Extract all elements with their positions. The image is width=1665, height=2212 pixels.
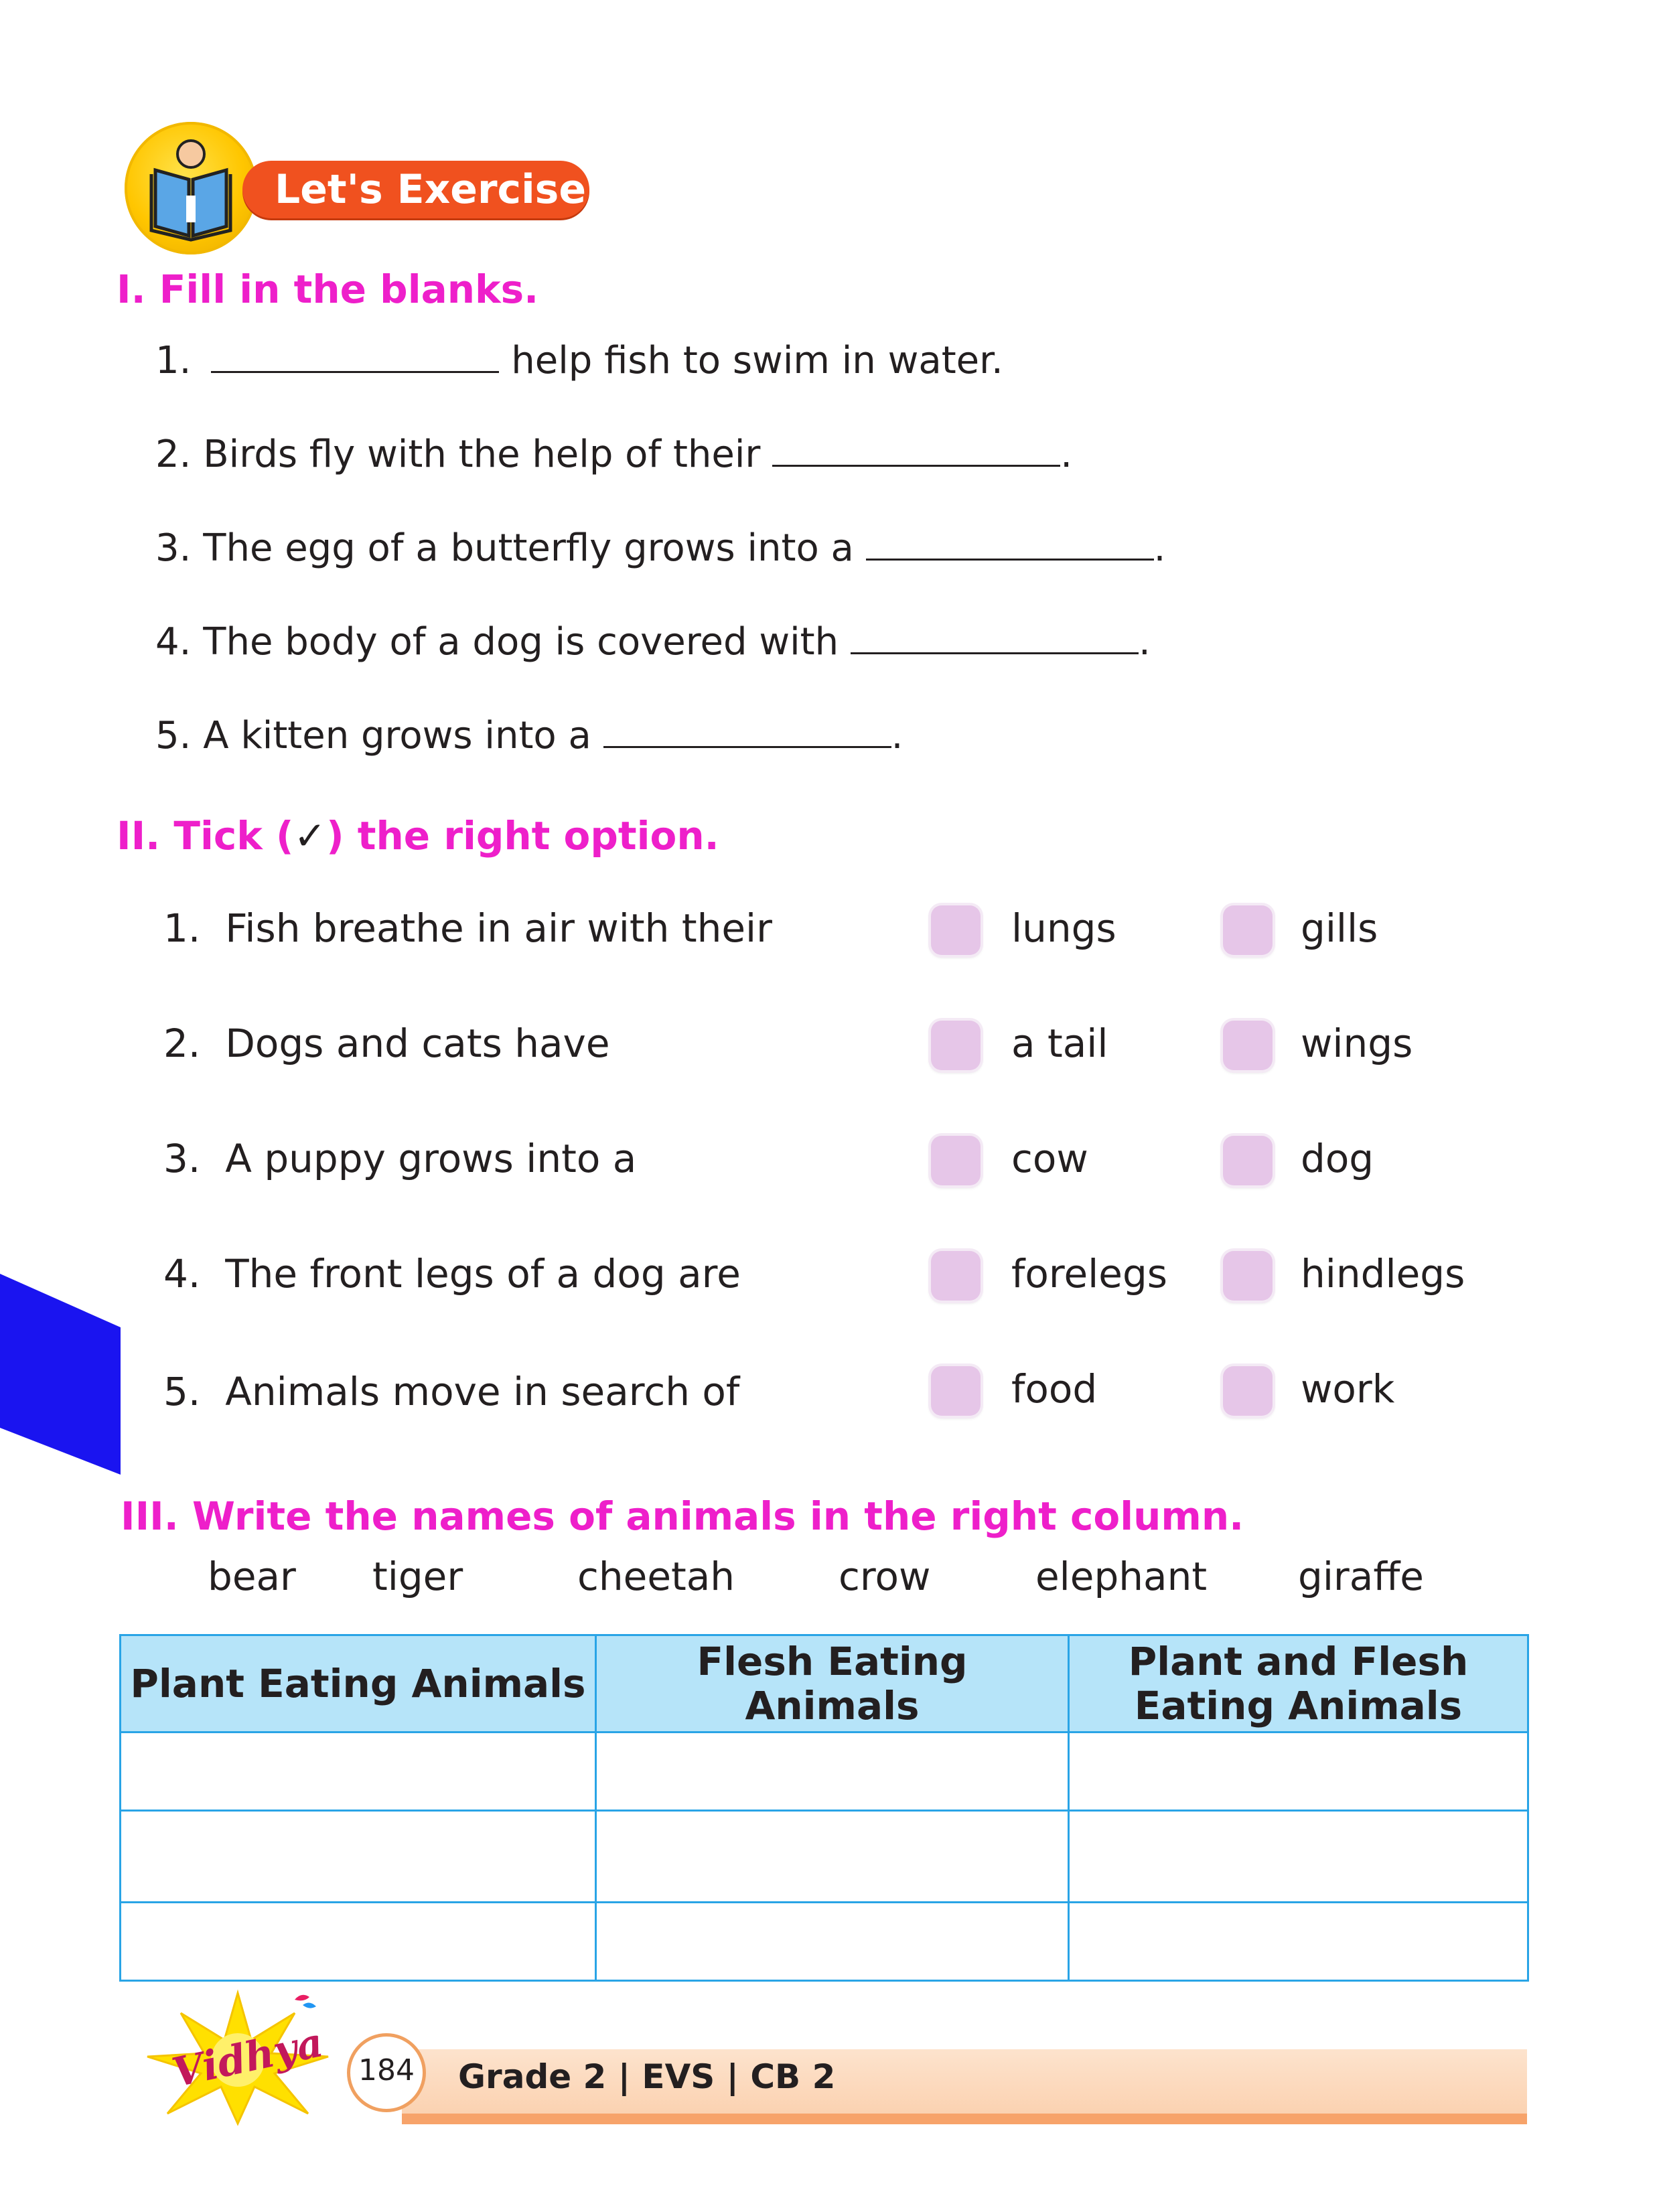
option-b-label: hindlegs	[1301, 1251, 1465, 1297]
checkbox-option-b[interactable]	[1223, 1366, 1273, 1416]
question-text: Fish breathe in air with their	[225, 905, 773, 951]
item-text-after: .	[1138, 620, 1151, 664]
item-number: 5.	[163, 1369, 201, 1414]
item-number: 1.	[155, 339, 192, 382]
fill-blank-item-4	[155, 620, 1151, 664]
check-mark-icon: ✓	[293, 813, 327, 859]
option-a-label: cow	[1011, 1136, 1088, 1181]
option-a-label: food	[1011, 1366, 1098, 1412]
answer-cell[interactable]	[1069, 1903, 1528, 1981]
item-text-before: A kitten grows into a	[203, 714, 591, 757]
option-question	[163, 1136, 636, 1181]
answer-cell[interactable]	[121, 1811, 596, 1903]
item-number: 1.	[163, 905, 201, 951]
checkbox-option-b[interactable]	[1223, 1251, 1273, 1301]
answer-cell[interactable]	[1069, 1732, 1528, 1811]
word-cheetah: cheetah	[577, 1554, 735, 1599]
item-text-before: The body of a dog is covered with	[203, 620, 839, 664]
option-question	[163, 1251, 741, 1297]
section-1-title: I. Fill in the blanks.	[117, 267, 539, 312]
page-number: 184	[358, 2053, 415, 2087]
section-2-title-prefix: II. Tick (	[117, 813, 294, 859]
item-text-after: .	[1060, 433, 1073, 476]
badge-label: Let's Exercise	[275, 166, 587, 213]
table-row	[121, 1732, 1528, 1811]
fill-blank-item-5	[155, 714, 903, 757]
checkbox-option-b[interactable]	[1223, 1136, 1273, 1185]
column-header-plant-eating: Plant Eating Animals	[121, 1635, 596, 1732]
option-b-label: wings	[1301, 1021, 1413, 1066]
checkbox-option-b[interactable]	[1223, 905, 1273, 955]
fill-blank-item-2	[155, 433, 1072, 476]
checkbox-option-a[interactable]	[931, 905, 981, 955]
question-text: The front legs of a dog are	[225, 1251, 741, 1297]
checkbox-option-b[interactable]	[1223, 1021, 1273, 1070]
item-number: 3.	[163, 1136, 201, 1181]
item-text-after: help fish to swim in water.	[511, 339, 1003, 382]
answer-cell[interactable]	[1069, 1811, 1528, 1903]
table-row	[121, 1903, 1528, 1981]
logo-text: Vidhya	[168, 2019, 328, 2097]
checkbox-option-a[interactable]	[931, 1021, 981, 1070]
option-b-label: gills	[1301, 905, 1378, 951]
fill-blank-item-1	[155, 339, 1003, 382]
answer-cell[interactable]	[596, 1811, 1069, 1903]
answer-blank[interactable]	[851, 646, 1139, 654]
section-2-title	[117, 813, 719, 859]
checkbox-option-a[interactable]	[931, 1366, 981, 1416]
footer-bar-accent	[402, 2114, 1527, 2124]
footer-course-label: Grade 2 | EVS | CB 2	[458, 2057, 836, 2096]
side-tab-marker	[0, 1274, 121, 1475]
checkbox-option-a[interactable]	[931, 1136, 981, 1185]
item-number: 4.	[163, 1251, 201, 1297]
word-giraffe: giraffe	[1298, 1554, 1424, 1599]
table-row	[121, 1811, 1528, 1903]
word-bear: bear	[208, 1554, 296, 1599]
answer-blank[interactable]	[772, 458, 1060, 467]
answer-cell[interactable]	[121, 1903, 596, 1981]
answer-blank[interactable]	[866, 552, 1154, 561]
option-b-label: dog	[1301, 1136, 1374, 1181]
answer-blank[interactable]	[603, 739, 891, 748]
item-number: 4.	[155, 620, 192, 664]
question-text: Animals move in search of	[225, 1369, 740, 1414]
item-text-after: .	[891, 714, 903, 757]
option-question	[163, 1021, 610, 1066]
option-a-label: lungs	[1011, 905, 1116, 951]
option-question	[163, 1369, 739, 1414]
option-b-label: work	[1301, 1366, 1395, 1412]
animal-columns-table	[119, 1634, 1529, 1982]
checkbox-option-a[interactable]	[931, 1251, 981, 1301]
answer-cell[interactable]	[121, 1732, 596, 1811]
item-number: 5.	[155, 714, 192, 757]
question-text: A puppy grows into a	[225, 1136, 637, 1181]
item-number: 2.	[155, 433, 192, 476]
option-a-label: forelegs	[1011, 1251, 1167, 1297]
table-header-row	[121, 1635, 1528, 1732]
option-a-label: a tail	[1011, 1021, 1108, 1066]
word-crow: crow	[839, 1554, 931, 1599]
item-text-before: Birds fly with the help of their	[203, 433, 761, 476]
answer-cell[interactable]	[596, 1903, 1069, 1981]
column-header-flesh-eating: Flesh Eating Animals	[596, 1635, 1069, 1732]
word-elephant: elephant	[1035, 1554, 1208, 1599]
item-number: 3.	[155, 526, 192, 570]
answer-blank[interactable]	[211, 364, 499, 373]
question-text: Dogs and cats have	[225, 1021, 610, 1066]
answer-cell[interactable]	[596, 1732, 1069, 1811]
item-text-after: .	[1153, 526, 1166, 570]
item-number: 2.	[163, 1021, 201, 1066]
column-header-plant-and-flesh-eating: Plant and Flesh Eating Animals	[1069, 1635, 1528, 1732]
item-text-before: The egg of a butterfly grows into a	[203, 526, 854, 570]
section-2-title-suffix: ) the right option.	[326, 813, 719, 859]
exercise-badge-icon	[125, 122, 257, 254]
fill-blank-item-3	[155, 526, 1165, 570]
option-question	[163, 905, 772, 951]
section-3-title: III. Write the names of animals in the right column.	[121, 1493, 1244, 1539]
word-tiger: tiger	[372, 1554, 463, 1599]
